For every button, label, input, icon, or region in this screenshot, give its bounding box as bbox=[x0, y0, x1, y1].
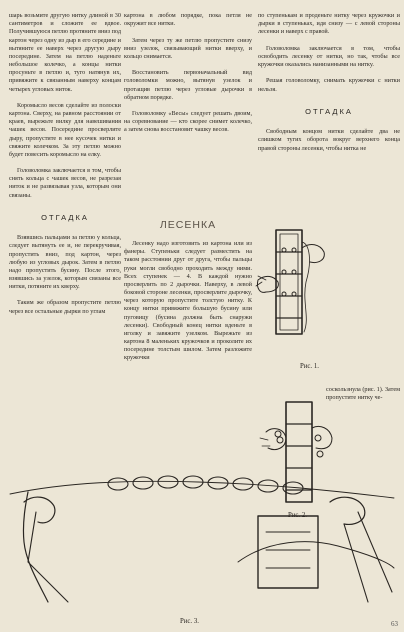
text-column-3 bbox=[258, 4, 400, 161]
paragraph: Головоломка заключается в том, чтобы снять кольца с чашек весов, не разрезая ниток и не развязывая узла, которым они связаны. bbox=[9, 167, 121, 199]
text-column-1 bbox=[9, 4, 121, 324]
section-heading-ladder: ЛЕСЕНКА bbox=[159, 218, 217, 231]
paragraph: Головоломка заключается в том, чтобы освободить лесенку от нитки, но так, чтобы все кружочки оказались нанизанными на нитку. bbox=[258, 44, 400, 69]
figure-1-illustration bbox=[254, 222, 328, 342]
paragraph: Свободным концом нитки сделайте два не слишком тугих оборота вокруг верхнего конца правой стороны лесенки, чтобы нитка не bbox=[258, 128, 400, 152]
figure-3-illustration bbox=[8, 442, 396, 612]
section-heading-answer: ОТГАДКА bbox=[305, 106, 353, 116]
text-column-3-continued bbox=[326, 378, 400, 411]
figure-3-caption: Рис. 3. bbox=[180, 618, 199, 625]
section-heading-answer: ОТГАДКА bbox=[41, 212, 89, 222]
paragraph: Таким же образом пропустите петлю через все остальные дырки по углам bbox=[9, 299, 121, 315]
paragraph: по ступенькам и проденьте нитку через кружочки и дырки в ступеньках, идя снизу — с левой стороны лесенки и наверх с правой. bbox=[258, 12, 400, 36]
spacer bbox=[124, 143, 252, 213]
paragraph: Коромысло весов сделайте из полоски картона. Сверху, на равном расстоянии от краев, вырежьте вилку для навешивания чашек весов. Посередине просверлите дыру, пропустите в нее кусочек нитки и свяжите колечком. За эту петлю можно будет повесить коромысло на елку. bbox=[9, 101, 121, 158]
text-column-2 bbox=[124, 4, 252, 371]
paragraph: шарь возьмите другую нитку длиной в 30 сантиметров и сложите ее вдвое. Получившуюся петлю протяните вниз под картон через одну из дыр в его середине и вытяните ее наверх через другую дыру посередине. Затем на петлю наденьте небольшое колечко, а концы нитки просуньте в петлю и, туго натянув их, привяжите к связанным наверху концам четырех угловых ниток. bbox=[9, 12, 121, 93]
paragraph: Взявшись пальцами за петлю у кольца, следует вытянуть ее и, не перекручивая, пропустить вниз, под картон, через любую из угловых дырок. Затем в петлю надо пропустить бусину. После этого, взявшись за узелок, которым связаны все нитки, потяните их кверху. bbox=[9, 234, 121, 291]
paragraph: картона в любом порядке, пока петля не окружит все нитки. bbox=[124, 12, 252, 28]
paragraph: Решая головоломку, снимать кружочки с нитки нельзя. bbox=[258, 77, 400, 93]
paragraph: Головоломку «Весы» следует решать двоим, на соревнование — кто скорее снимет колечко, а затем снова восстановит чашку весов. bbox=[124, 110, 252, 134]
paragraph: соскользнула (рис. 1). Затем пропустите нитку че- bbox=[326, 386, 400, 402]
paragraph: Лесенку надо изготовить из картона или из фанеры. Ступеньки следует разместить на таком расстоянии друг от друга, чтобы пальцы руки могли свободно проходить между ними. Всех ступенек — 4. В каждой нужно просверлить по 2 дырочки. Наверху, в левой боковой стороне лесенки, просверлите дырочку, через которую пропустите толстую нитку. К концу нитки привяжите большую бусину или пуговицу (бусина должна быть снаружи лесенки). Свободный конец нитки вденьте в иголку и завяжите узелком. Вырежьте из картона 8 маленьких кружочков и проколите их посередине толстым шилом. Затем разложите кружочки bbox=[124, 240, 252, 362]
figure-1-caption: Рис. 1. bbox=[300, 363, 319, 370]
figure-2-caption: Рис. 2. bbox=[288, 512, 307, 519]
page-number: 63 bbox=[391, 620, 398, 628]
paragraph: Восстановить первоначальный вид головоломки можно, вытянув узелок и протащив петлю через угловые дырочки в обратном порядке. bbox=[124, 69, 252, 101]
paragraph: Затем через ту же петлю пропустите снизу вниз узелок, связывающий нитки вверху, и кольцо снимается. bbox=[124, 36, 252, 60]
